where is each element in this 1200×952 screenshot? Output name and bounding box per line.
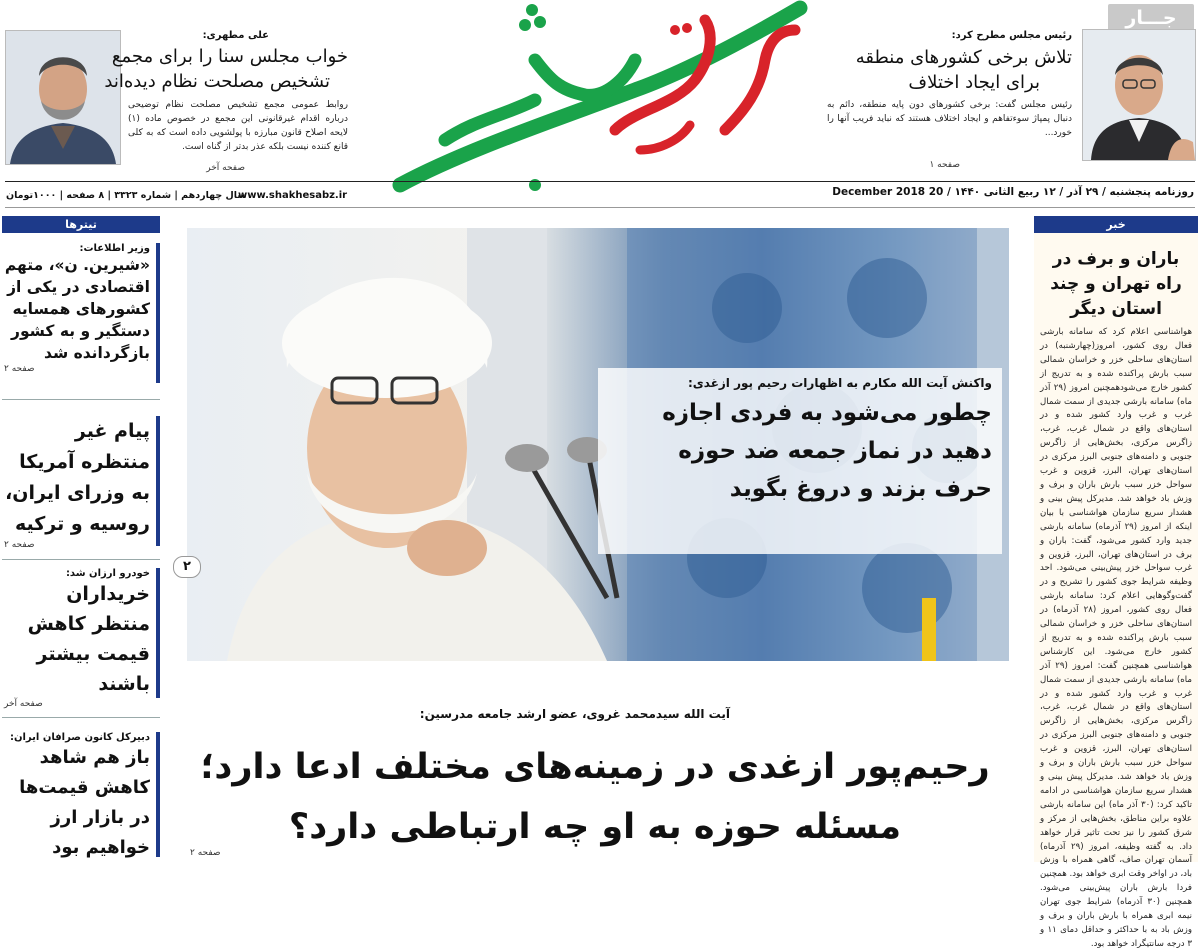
separator bbox=[2, 717, 160, 718]
item-headline: خریداران منتظر کاهش قیمت بیشتر باشند bbox=[27, 583, 150, 695]
issue-line: سال چهاردهم | شماره ۳۳۲۳ | ۸ صفحه | ۱۰۰۰تومان bbox=[6, 190, 247, 201]
date-rule bbox=[5, 207, 1195, 208]
masthead-rule bbox=[5, 181, 1195, 182]
main-headline-2[interactable]: مسئله حوزه به او چه ارتباطی دارد؟ bbox=[288, 807, 902, 847]
overlay-headline-3[interactable]: حرف بزند و دروغ بگوید bbox=[729, 476, 992, 502]
item-page: صفحه ۲ bbox=[4, 540, 35, 550]
item-headline: «شیرین. ن»، متهم اقتصادی در یکی از کشورهای همسایه دستگیر و به کشور بازگردانده شد bbox=[4, 256, 150, 362]
main-headline-1[interactable]: رحیم‌پور ازغدی در زمینه‌های مختلف ادعا دارد؛ bbox=[200, 747, 990, 787]
item-kicker: خودرو ارزان شد: bbox=[65, 568, 150, 579]
right-news-column bbox=[1034, 216, 1198, 949]
overlay-kicker: واکنش آیت الله مکارم به اظهارات رحیم پور ازغدی: bbox=[687, 376, 992, 390]
news-headline[interactable]: باران و برف در راه تهران و چند استان دیگر bbox=[1050, 249, 1182, 319]
list-item[interactable] bbox=[4, 568, 160, 709]
separator bbox=[2, 399, 160, 400]
left-column bbox=[2, 216, 160, 862]
top-right-body: رئیس مجلس گفت: برخی کشورهای دون پایه منطقه، دائم به دنبال پمپاژ سوءتفاهم و ایجاد اختلاف هستند که نباید فریب آنها را خورد... bbox=[827, 100, 1072, 138]
right-column-header: خبر bbox=[1034, 216, 1198, 233]
left-column-header: تیترها bbox=[2, 216, 160, 233]
list-item[interactable] bbox=[4, 243, 160, 383]
top-right-page: صفحه ۱ bbox=[929, 160, 960, 170]
item-page: صفحه ۲ bbox=[4, 364, 35, 374]
item-page: صفحه آخر bbox=[4, 699, 43, 709]
item-headline: باز هم شاهد کاهش قیمت‌ها در بازار ارز خواهیم بود bbox=[19, 747, 150, 858]
top-right-headline-2: برای ایجاد اختلاف bbox=[908, 72, 1040, 93]
overlay-headline-2[interactable]: دهید در نماز جمعه ضد حوزه bbox=[678, 438, 992, 464]
list-item[interactable] bbox=[4, 416, 160, 550]
date-line: روزنامه پنجشنبه / ۲۹ آذر / ۱۲ ربیع الثانی ۱۴۴۰ / 20 December 2018 bbox=[832, 186, 1194, 198]
item-kicker: دبیرکل کانون صرافان ایران: bbox=[9, 732, 150, 743]
speaker-photo bbox=[1082, 29, 1196, 161]
overlay-headline-1[interactable]: چطور می‌شود به فردی اجازه bbox=[662, 400, 992, 426]
top-left-page: صفحه آخر bbox=[206, 163, 245, 173]
item-kicker: وزیر اطلاعات: bbox=[79, 243, 150, 254]
top-left-kicker: علی مطهری: bbox=[202, 30, 269, 41]
motahari-photo bbox=[5, 30, 121, 165]
separator bbox=[2, 559, 160, 560]
item-headline: پیام غیر منتظره آمریکا به وزرای ایران، روسیه و ترکیه bbox=[5, 420, 150, 535]
top-left-headline-2: تشخیص مصلحت نظام دیده‌اند bbox=[104, 71, 330, 92]
main-photo-overlay bbox=[598, 368, 1002, 554]
list-item[interactable] bbox=[4, 732, 160, 857]
newspaper-logo bbox=[385, 0, 815, 200]
news-body: هواشناسی اعلام کرد که سامانه بارشی فعال روی کشور، امروز(چهارشنبه) در استان‌های ساحلی خزر و خراسان شمالی سبب بارش پراکنده شده و به تدریج از کشور خارج می‌شودهمچنین امروز (۲۹ آذر ماه) سامانه بارشی جدیدی از سمت شمال غرب و غرب وارد کشور شده و در استان‌های واقع در شمال غرب، غرب، زاگرس مرکزی، بخش‌هایی از زاگرس جنوبی و دامنه‌های جنوبی البرز مرکزی در استان‌های تهران، البرز، قزوین و غرب سواحل خزر سبب بارش باران و برف و وزش باد خواهد شد. مدیرکل پیش بینی و هشدار سریع سازمان هواشناسی با بیان اینکه از امروز (۲۹ آذرماه) سامانه بارشی جدید وارد کشور می‌شود، گفت: باران و برف در استان‌های تهران، البرز، قزوین و غرب سواحل خزر پیش‌بینی می‌شود. احد وظیفه شرایط جوی کشور را تشریح و در گفت‌وگوهایی اعلام کرد: سامانه بارشی فعال روی کشور، امروز (۲۸ آذرماه) در استان‌های ساحلی خزر و خراسان شمالی سبب بارش پراکنده شده و به تدریج از کشور خارج می‌شود. این کارشناس هواشناسی همچنین گفت: امروز (۲۹ آذر ماه) سامانه بارشی جدیدی از سمت شمال غرب و غرب وارد کشور شده و در استان‌های واقع در شمال غرب، غرب، زاگرس مرکزی، بخش‌هایی از زاگرس جنوبی و دامنه‌های جنوبی البرز مرکزی در استان‌های تهران، البرز، قزوین و غرب سواحل خزر سبب بارش باران و برف و وزش باد خواهد شد. مدیرکل پیش بینی و هشدار سریع سازمان هواشناسی در ادامه تاکید کرد: (۳۰ آذر ماه) این سامانه بارشی علاوه براین مناطق، بخش‌هایی از مرکز و شرق کشور را نیز تحت تاثیر قرار خواهد داد. به گفته وظیفه، امروز (۲۹ آذرماه) آسمان تهران صاف، گاهی همراه با وزش باد، در اواخر وقت ابری خواهد بود. همچنین فردا بارش باران پیش‌بینی می‌شود. همچنین (۳۰ آذرماه) شرایط جوی تهران نیمه ابری همراه با بارش باران و برف و وزش باد به با حداکثر و حداقل دمای ۱۱ و ۳ درجه سانتیگراد خواهد بود. bbox=[1040, 327, 1192, 949]
top-right-kicker: رئیس مجلس مطرح کرد: bbox=[951, 30, 1072, 41]
top-right-headline-1: تلاش برخی کشورهای منطقه bbox=[855, 47, 1072, 68]
top-left-body: روابط عمومی مجمع تشخیص مصلحت نظام توضیحی درباره اقدام غیرقانونی این مجمع در خصوص ماده (۱) لایحه اصلاح قانون مبارزه با پولشویی داده است که به کلی قانع کننده نیست بلکه عذر بدتر از گناه است. bbox=[128, 100, 348, 152]
main-page: صفحه ۲ bbox=[190, 848, 221, 858]
main-kicker: آیت الله سیدمحمد غروی، عضو ارشد جامعه مدرسین: bbox=[419, 707, 730, 721]
paper-badge: جـــار bbox=[1108, 4, 1194, 32]
page-marker: ۲ bbox=[173, 556, 201, 578]
top-left-headline-1: خواب مجلس سنا را برای مجمع bbox=[111, 46, 348, 67]
website[interactable]: www.shakhesabz.ir bbox=[238, 190, 348, 201]
